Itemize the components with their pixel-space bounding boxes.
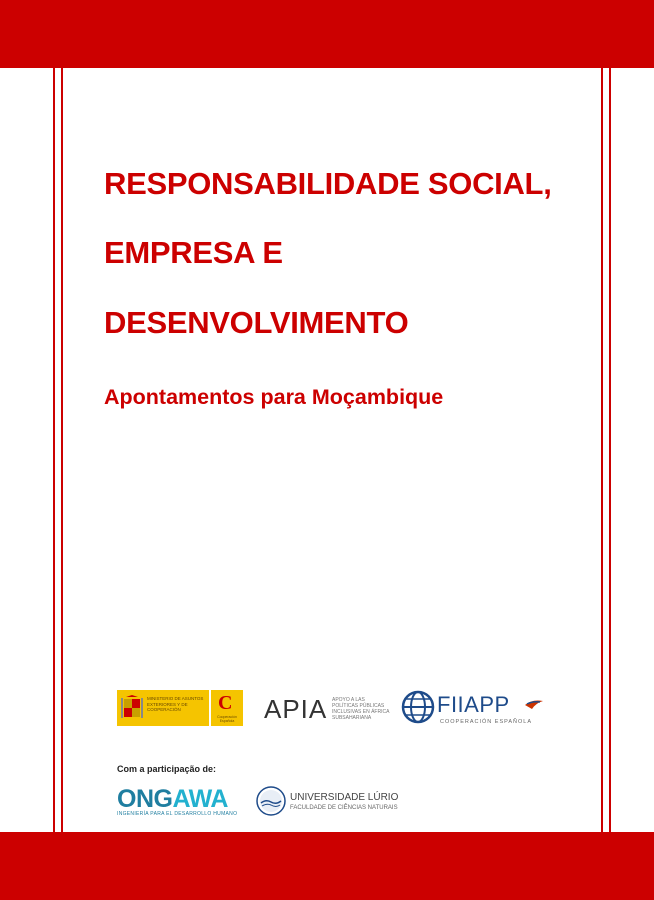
apia-logo: APIA (264, 694, 328, 724)
cover-panel-top (61, 0, 602, 68)
subtitle: Apontamentos para Moçambique (104, 385, 444, 409)
globe-icon (401, 690, 435, 724)
fiiapp-logo: FIIAPP (437, 692, 510, 717)
ongawa-awa-text: AWA (172, 785, 228, 813)
right-rule (609, 0, 611, 900)
participation-label: Com a participação de: (117, 764, 217, 774)
university-seal-icon (256, 786, 286, 816)
cover-panel-bottom (61, 832, 602, 900)
bird-icon (524, 697, 544, 711)
lurio-subtitle: FACULDADE DE CIÊNCIAS NATURAIS (290, 805, 398, 811)
fiiapp-subtitle: COOPERACIÓN ESPAÑOLA (440, 719, 533, 725)
ongawa-ong-text: ONG (117, 785, 173, 813)
ongawa-logo (117, 785, 228, 814)
lurio-name: UNIVERSIDADE LÚRIO (290, 792, 399, 803)
spain-ministry-text: MINISTERIO DE ASUNTOS EXTERIORES Y DE COOPERACIÓN (147, 696, 204, 712)
title-line-2: EMPRESA E (104, 235, 283, 270)
coat-of-arms-icon (121, 695, 143, 721)
title-line-1: RESPONSABILIDADE SOCIAL, (104, 166, 552, 201)
cooperacion-text: Cooperación Española (217, 715, 237, 723)
left-rule-inner (61, 0, 63, 900)
cooperacion-logo (211, 690, 243, 726)
spain-ministry-logo (117, 690, 209, 726)
left-rule (53, 0, 55, 900)
cooperacion-c-icon: C (218, 692, 233, 714)
title-line-3: DESENVOLVIMENTO (104, 305, 409, 340)
right-rule-inner (601, 0, 603, 900)
ongawa-subtitle: INGENIERÍA PARA EL DESARROLLO HUMANO (117, 811, 238, 817)
apia-text: APOYO A LAS POLÍTICAS PÚBLICAS INCLUSIVAS EN ÁFRICA SUBSAHARIANA (332, 697, 390, 721)
